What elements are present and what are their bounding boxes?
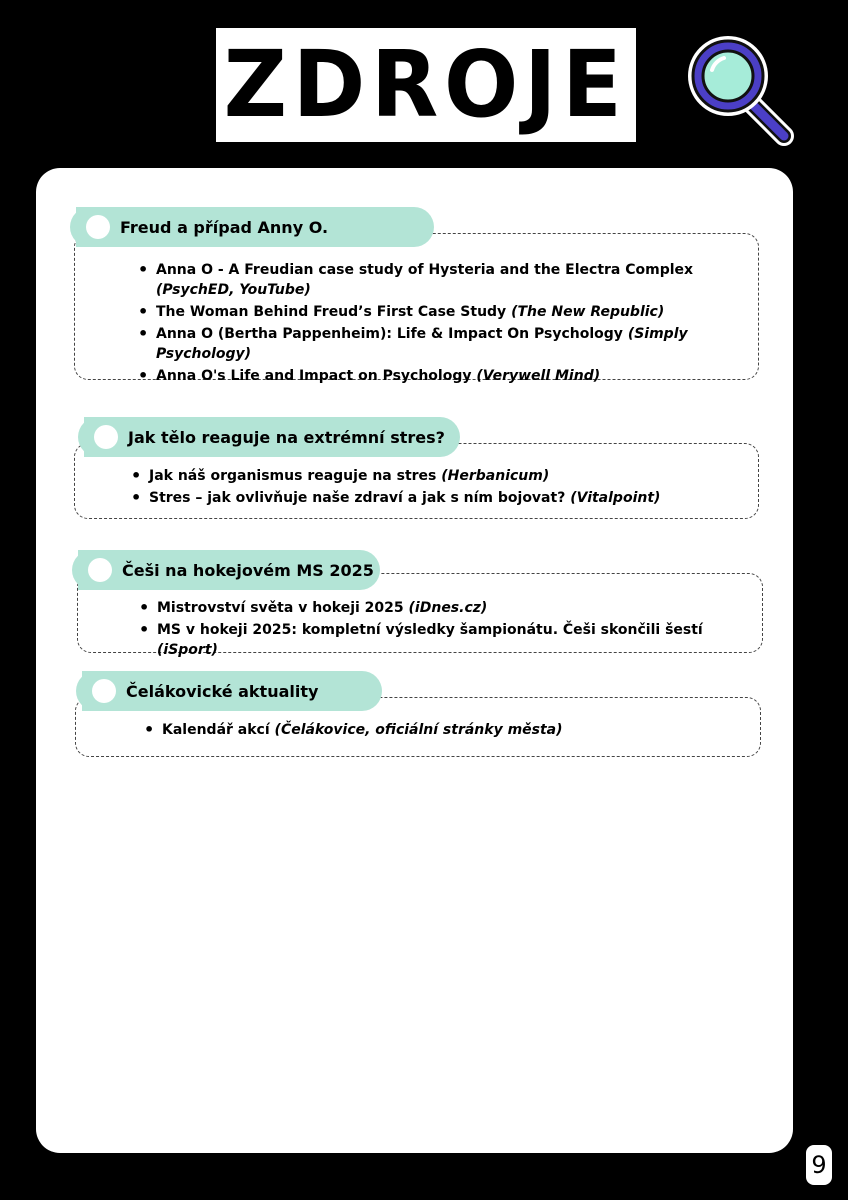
section-heading-stres: Jak tělo reaguje na extrémní stres? bbox=[84, 417, 460, 457]
sources-card bbox=[36, 168, 793, 1153]
bullet-circle-icon bbox=[92, 679, 116, 703]
list-item: • MS v hokeji 2025: kompletní výsledky šampionátu. Češi skončili šestí (iSport) bbox=[157, 620, 752, 660]
section-heading-freud: Freud a případ Anny O. bbox=[76, 207, 434, 247]
list-item: • Stres – jak ovlivňuje naše zdraví a jak s ním bojovat? (Vitalpoint) bbox=[149, 488, 738, 508]
magnifier-icon bbox=[680, 30, 800, 150]
section-heading-hokej: Češi na hokejovém MS 2025 bbox=[78, 550, 380, 590]
list-item: • Jak náš organismus reaguje na stres (Herbanicum) bbox=[149, 466, 738, 486]
list-item: • Kalendář akcí (Čelákovice, oficiální stránky města) bbox=[162, 720, 750, 740]
bullet-circle-icon bbox=[88, 558, 112, 582]
bullet-circle-icon bbox=[94, 425, 118, 449]
list-item: • Anna O's Life and Impact on Psychology (Verywell Mind) bbox=[156, 366, 738, 386]
list-item: • The Woman Behind Freud’s First Case Study (The New Republic) bbox=[156, 302, 738, 322]
list-item: • Anna O (Bertha Pappenheim): Life & Impact On Psychology (Simply Psychology) bbox=[156, 324, 738, 364]
page-number: 9 bbox=[806, 1145, 832, 1185]
list-item: • Mistrovství světa v hokeji 2025 (iDnes.cz) bbox=[157, 598, 752, 618]
bullet-circle-icon bbox=[86, 215, 110, 239]
title-banner bbox=[216, 28, 636, 142]
list-item: • Anna O - A Freudian case study of Hysteria and the Electra Complex (PsychED, YouTube) bbox=[156, 260, 738, 300]
section-box-freud bbox=[74, 233, 759, 384]
page-title: ZDROJE bbox=[224, 31, 628, 138]
section-heading-celakovice: Čelákovické aktuality bbox=[82, 671, 382, 711]
